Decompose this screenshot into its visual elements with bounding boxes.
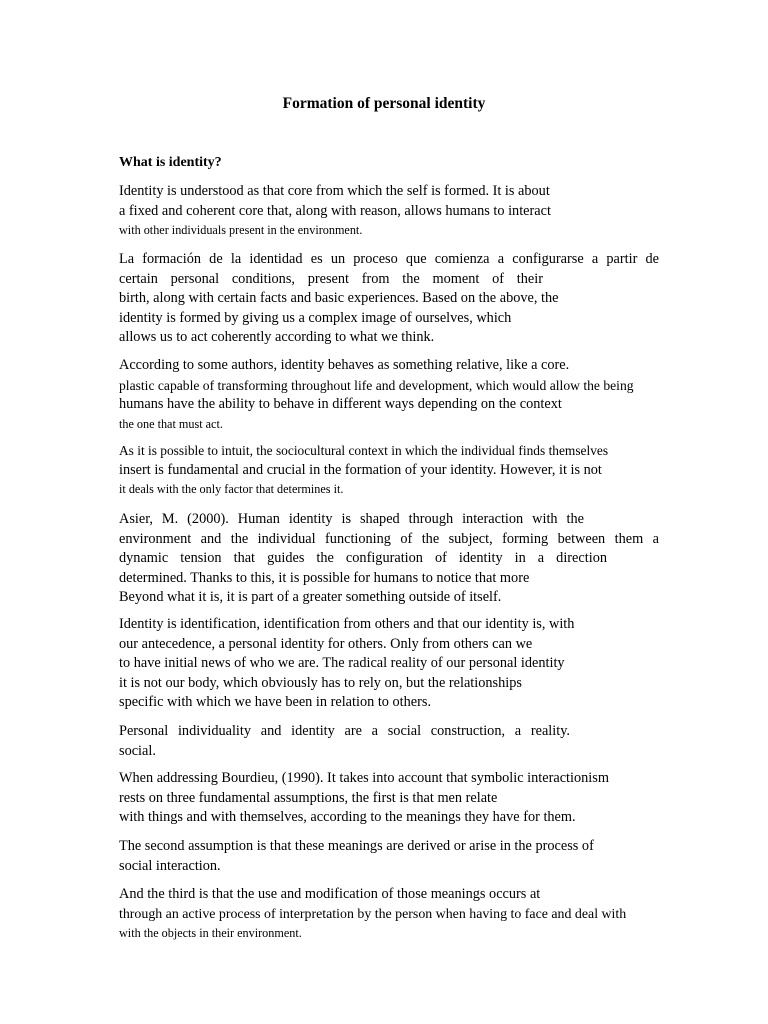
paragraph-7 [119, 722, 570, 761]
paragraph-line: humans have the ability to behave in different ways depending on the context [119, 396, 562, 412]
paragraph-line: And the third is that the use and modification of those meanings occurs at [119, 886, 541, 902]
paragraph-line: La formación de la identidad es un proceso que comienza a configurarse a partir de [119, 251, 659, 267]
paragraph-line: plastic capable of transforming throughout life and development, which would allow the being [119, 377, 634, 393]
paragraph-line: a fixed and coherent core that, along with reason, allows humans to interact [119, 202, 551, 219]
paragraph-line: The second assumption is that these meanings are derived or arise in the process of [119, 838, 594, 854]
paragraph-line: social interaction. [119, 857, 221, 874]
paragraph-line: Personal individuality and identity are a social construction, a reality. [119, 723, 570, 739]
paragraph-line: As it is possible to intuit, the sociocultural context in which the individual finds themselves [119, 443, 609, 458]
paragraph-line: Beyond what it is, it is part of a greater something outside of itself. [119, 589, 502, 605]
paragraph-1 [119, 182, 551, 239]
paragraph-line: birth, along with certain facts and basic experiences. Based on the above, the [119, 290, 559, 306]
section-heading: What is identity? [119, 155, 222, 170]
paragraph-line: Identity is understood as that core from which the self is formed. It is about [119, 183, 550, 199]
paragraph-line: According to some authors, identity behaves as something relative, like a core. [119, 357, 570, 373]
paragraph-line: environment and the individual functioning of the subject, forming between them a [119, 530, 659, 547]
paragraph-line: Asier, M. (2000). Human identity is shaped through interaction with the [119, 511, 584, 527]
paragraph-line: with other individuals present in the environment. [119, 223, 363, 237]
paragraph-line: social. [119, 742, 156, 759]
paragraph-3 [119, 356, 634, 433]
paragraph-line: it is not our body, which obviously has to rely on, but the relationships [119, 674, 522, 691]
paragraph-10 [119, 885, 626, 942]
paragraph-line: identity is formed by giving us a complex image of ourselves, which [119, 309, 512, 326]
paragraph-line: to have initial news of who we are. The radical reality of our personal identity [119, 655, 565, 671]
paragraph-line: the one that must act. [119, 416, 223, 431]
paragraph-line: Identity is identification, identification from others and that our identity is, with [119, 616, 575, 632]
paragraph-2 [119, 250, 659, 348]
paragraph-line: determined. Thanks to this, it is possible for humans to notice that more [119, 569, 530, 586]
paragraph-6 [119, 615, 574, 713]
paragraph-line: our antecedence, a personal identity for others. Only from others can we [119, 635, 533, 652]
paragraph-8 [119, 769, 609, 828]
paragraph-5 [119, 510, 659, 608]
paragraph-line: it deals with the only factor that determines it. [119, 482, 344, 496]
paragraph-line: dynamic tension that guides the configuration of identity in a direction [119, 550, 607, 566]
paragraph-line: When addressing Bourdieu, (1990). It takes into account that symbolic interactionism [119, 770, 609, 786]
paragraph-line: allows us to act coherently according to what we think. [119, 329, 435, 345]
paragraph-9 [119, 837, 594, 876]
paragraph-4 [119, 441, 608, 498]
document-title: Formation of personal identity [282, 95, 486, 112]
paragraph-line: rests on three fundamental assumptions, the first is that men relate [119, 789, 498, 806]
paragraph-line: with the objects in their environment. [119, 926, 302, 940]
paragraph-line: insert is fundamental and crucial in the formation of your identity. However, it is not [119, 461, 602, 478]
paragraph-line: specific with which we have been in relation to others. [119, 694, 432, 710]
paragraph-line: certain personal conditions, present from the moment of their [119, 270, 543, 287]
paragraph-line: through an active process of interpretation by the person when having to face and deal with [119, 906, 627, 922]
paragraph-line: with things and with themselves, according to the meanings they have for them. [119, 809, 576, 825]
